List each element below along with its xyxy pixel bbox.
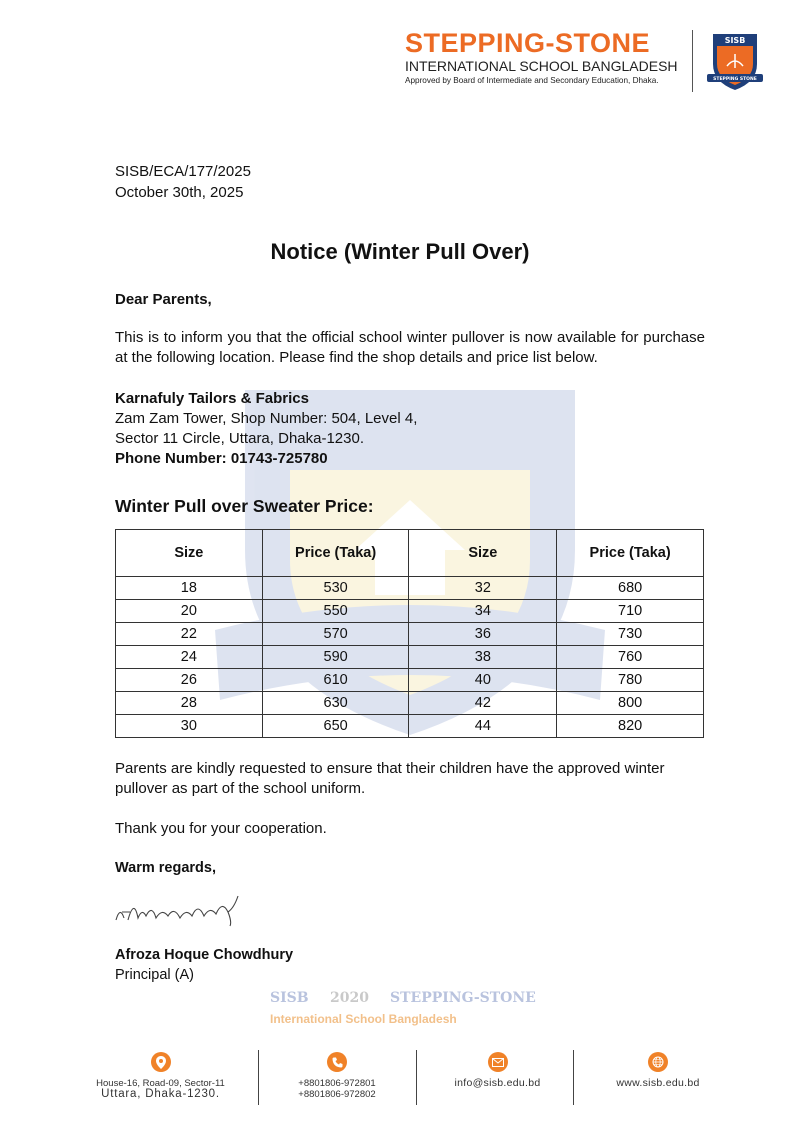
price-cell: 800 [557,692,704,715]
letterhead [405,28,687,87]
footer-address [88,1052,233,1100]
footer-email [430,1052,565,1089]
closing-paragraph: Parents are kindly requested to ensure that their children have the approved winter pullover as part of the school uniform. [115,760,665,797]
price-cell: 730 [557,623,704,646]
price-cell: 550 [262,600,409,623]
letter-date: October 30th, 2025 [115,184,244,201]
crest-ribbon-text: STEPPING STONE [713,77,757,82]
watermark-sub-arc-text: International School Bangladesh [270,1012,457,1026]
header-price-1: Price (Taka) [262,530,409,577]
table-header-row [116,530,704,577]
header-size-2: Size [409,530,557,577]
footer-divider [416,1050,417,1105]
footer-divider [258,1050,259,1105]
size-cell: 42 [409,692,557,715]
header-size-1: Size [116,530,263,577]
shop-details [115,389,417,469]
location-pin-icon [151,1052,171,1072]
header-price-2: Price (Taka) [557,530,704,577]
price-cell: 610 [262,669,409,692]
size-cell: 44 [409,715,557,738]
price-cell: 820 [557,715,704,738]
school-crest-logo [705,30,765,94]
price-cell: 680 [557,577,704,600]
footer-website [588,1052,728,1089]
table-row [116,692,704,715]
size-cell: 24 [116,646,263,669]
price-cell: 780 [557,669,704,692]
globe-icon [648,1052,668,1072]
watermark-year: 2020 [330,990,369,1006]
table-row [116,600,704,623]
table-row [116,646,704,669]
intro-paragraph: This is to inform you that the official school winter pullover is now available for purchase at the following location. Please find the shop details and price list below. [115,329,705,366]
regards-line: Warm regards, [115,860,216,876]
price-cell: 760 [557,646,704,669]
footer-email-address[interactable]: info@sisb.edu.bd [454,1077,541,1089]
table-row [116,669,704,692]
price-cell: 650 [262,715,409,738]
salutation: Dear Parents, [115,291,212,308]
footer-divider [573,1050,574,1105]
watermark-arc-text: STEPPING-STONE [390,990,536,1006]
footer-phone-2[interactable]: +8801806-972802 [298,1089,376,1100]
school-name: INTERNATIONAL SCHOOL BANGLADESH [405,58,678,74]
size-cell: 32 [409,577,557,600]
size-cell: 38 [409,646,557,669]
signatory-title: Principal (A) [115,967,194,983]
crest-text: SISB [724,36,746,45]
table-row [116,623,704,646]
footer-website-url[interactable]: www.sisb.edu.bd [616,1077,700,1089]
size-cell: 34 [409,600,557,623]
shop-phone: Phone Number: 01743-725780 [115,450,328,467]
watermark-top-text: SISB [270,990,309,1006]
shop-name: Karnafuly Tailors & Fabrics [115,390,309,407]
size-cell: 20 [116,600,263,623]
footer-address-line2: Uttara, Dhaka-1230. [101,1088,220,1100]
table-row [116,715,704,738]
price-table [115,529,704,738]
signatory-name: Afroza Hoque Chowdhury [115,947,294,963]
price-cell: 630 [262,692,409,715]
price-cell: 570 [262,623,409,646]
header-divider [692,30,693,92]
size-cell: 18 [116,577,263,600]
shop-address-line2: Sector 11 Circle, Uttara, Dhaka-1230. [115,430,365,447]
notice-title: Notice (Winter Pull Over) [270,239,530,264]
footer-phone [272,1052,402,1100]
price-cell: 530 [262,577,409,600]
price-heading: Winter Pull over Sweater Price: [115,496,374,516]
size-cell: 26 [116,669,263,692]
signature-image [112,888,252,928]
thanks-line: Thank you for your cooperation. [115,820,327,837]
reference-number: SISB/ECA/177/2025 [115,163,251,180]
email-icon [488,1052,508,1072]
price-cell: 590 [262,646,409,669]
footer-address-line1: House-16, Road-09, Sector-11 [96,1078,225,1089]
approval-line: Approved by Board of Intermediate and Secondary Education, Dhaka. [405,76,659,85]
brand-name: STEPPING-STONE [405,28,651,58]
shop-address-line1: Zam Zam Tower, Shop Number: 504, Level 4, [115,410,418,427]
size-cell: 36 [409,623,557,646]
size-cell: 30 [116,715,263,738]
size-cell: 28 [116,692,263,715]
price-cell: 710 [557,600,704,623]
table-row [116,577,704,600]
phone-icon [327,1052,347,1072]
footer-phone-1[interactable]: +8801806-972801 [298,1078,376,1089]
watermark-caption [270,990,710,1034]
size-cell: 22 [116,623,263,646]
size-cell: 40 [409,669,557,692]
